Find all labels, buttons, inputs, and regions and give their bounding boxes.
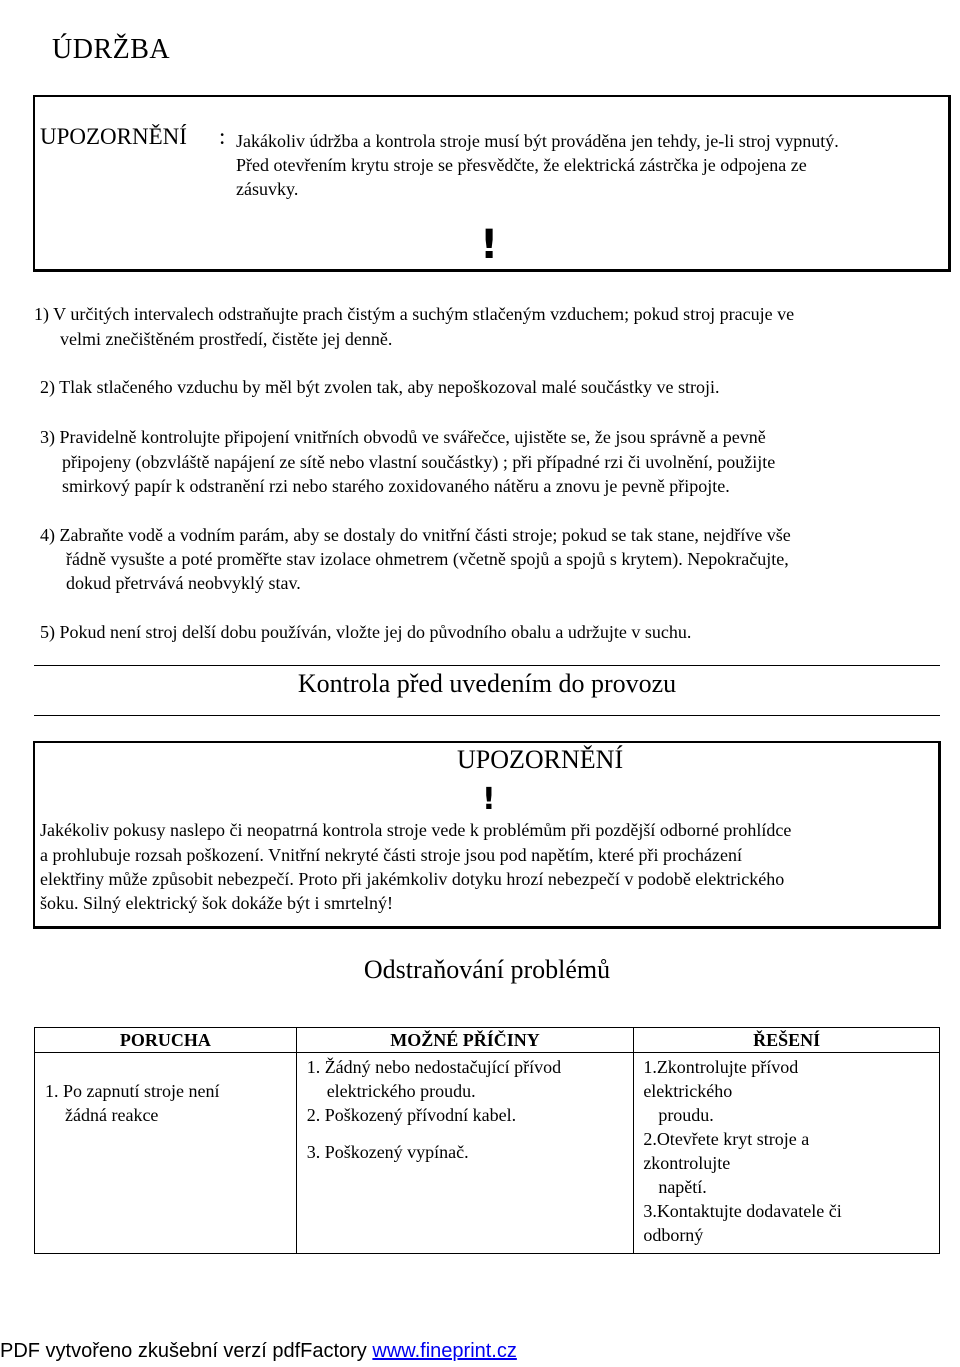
warning-text-line3: zásuvky.: [236, 179, 299, 199]
warning-text-line1: Jakákoliv údržba a kontrola stroje musí být prováděna jen tehdy, je-li stroj vypnutý.: [236, 131, 839, 151]
maintenance-item-3-line3: smirkový papír k odstranění rzi nebo starého zoxidovaného nátěru a znovu je pevně připojte.: [62, 476, 730, 496]
solution-line2: elektrického: [643, 1081, 733, 1101]
maintenance-item-4-line2: řádně vysušte a poté proměřte stav izolace ohmetrem (včetně spojů a spojů s krytem). Nepokračujte,: [66, 549, 789, 569]
warning2-text-line2: a prohlubuje rozsah poškození. Vnitřní nekryté části stroje jsou pod napětím, které při procházení: [40, 845, 742, 865]
maintenance-item-1-line2: velmi znečištěném prostředí, čistěte jej denně.: [60, 329, 393, 349]
footer-text: PDF vytvořeno zkušební verzí pdfFactory: [0, 1340, 373, 1362]
section-title-troubleshooting: Odstraňování problémů: [363, 955, 611, 984]
page-heading: ÚDRŽBA: [52, 34, 171, 65]
warning-label-2: UPOZORNĚNÍ: [457, 745, 624, 774]
solution-line1: 1.Zkontrolujte přívod: [643, 1057, 799, 1077]
fault-line2: žádná reakce: [65, 1105, 159, 1125]
warning-text-line2: Před otevřením krytu stroje se přesvědčte, že elektrická zástrčka je odpojena ze: [236, 155, 807, 175]
section-title-pre-operation-check: Kontrola před uvedením do provozu: [297, 669, 677, 698]
maintenance-item-1-line1: 1) V určitých intervalech odstraňujte prach čistým a suchým stlačeným vzduchem; pokud stroj pracuje ve: [34, 304, 795, 324]
maintenance-item-2: 2) Tlak stlačeného vzduchu by měl být zvolen tak, aby nepoškozoval malé součástky ve stroji.: [40, 377, 720, 397]
solution-line3: proudu.: [658, 1105, 714, 1125]
exclamation-icon: !: [480, 222, 499, 268]
cause-line3: 2. Poškozený přívodní kabel.: [306, 1105, 517, 1125]
exclamation-icon-2: !: [482, 782, 496, 817]
cell-causes: [296, 1053, 634, 1254]
divider-top: [34, 665, 940, 666]
solution-line6: napětí.: [658, 1177, 707, 1197]
divider-bottom: [34, 715, 940, 716]
pdf-footer: [0, 1340, 517, 1363]
solution-line4: 2.Otevřete kryt stroje a: [643, 1129, 810, 1149]
solution-line8: odborný: [643, 1225, 704, 1245]
solution-line5: zkontrolujte: [643, 1153, 731, 1173]
maintenance-item-5: 5) Pokud není stroj delší dobu používán, vložte jej do původního obalu a udržujte v suchu.: [40, 622, 692, 642]
column-header-solutions: ŘEŠENÍ: [634, 1028, 940, 1053]
fault-line1: 1. Po zapnutí stroje není: [45, 1081, 220, 1101]
solution-line7: 3.Kontaktujte dodavatele či: [643, 1201, 842, 1221]
footer-link[interactable]: www.fineprint.cz: [372, 1340, 517, 1362]
warning2-text-line3: elektřiny může způsobit nebezpečí. Proto při jakémkoliv dotyku hrozí nebezpečí v podobě elektrického: [40, 869, 785, 889]
warning-label: UPOZORNĚNÍ: [40, 124, 187, 149]
cause-line1: 1. Žádný nebo nedostačující přívod: [306, 1057, 562, 1077]
column-header-fault: PORUCHA: [35, 1028, 297, 1053]
table-header-row: [35, 1028, 940, 1053]
cell-solutions: [634, 1053, 940, 1254]
maintenance-item-3-line1: 3) Pravidelně kontrolujte připojení vnitřních obvodů ve svářečce, ujistěte se, že jsou správně a pevně: [40, 427, 766, 447]
warning-colon: :: [219, 124, 226, 149]
column-header-causes: MOŽNÉ PŘÍČINY: [296, 1028, 634, 1053]
warning2-text-line4: šoku. Silný elektrický šok dokáže být i smrtelný!: [40, 893, 393, 913]
warning2-text-line1: Jakékoliv pokusy naslepo či neopatrná kontrola stroje vede k problémům při pozdější odborné prohlídce: [40, 820, 792, 840]
maintenance-item-3-line2: připojeny (obzvláště napájení ze sítě nebo vlastní součástky) ; při případné rzi či uvolnění, použijte: [62, 452, 776, 472]
table-row: [35, 1053, 940, 1254]
cause-line2: elektrického proudu.: [326, 1081, 476, 1101]
cell-fault: [35, 1053, 297, 1254]
troubleshooting-table: [34, 1027, 940, 1254]
maintenance-item-4-line3: dokud přetrvává neobvyklý stav.: [66, 573, 301, 593]
cause-line4: 3. Poškozený vypínač.: [306, 1142, 469, 1162]
maintenance-item-4-line1: 4) Zabraňte vodě a vodním parám, aby se dostaly do vnitřní části stroje; pokud se tak stane, nejdříve vše: [40, 525, 791, 545]
